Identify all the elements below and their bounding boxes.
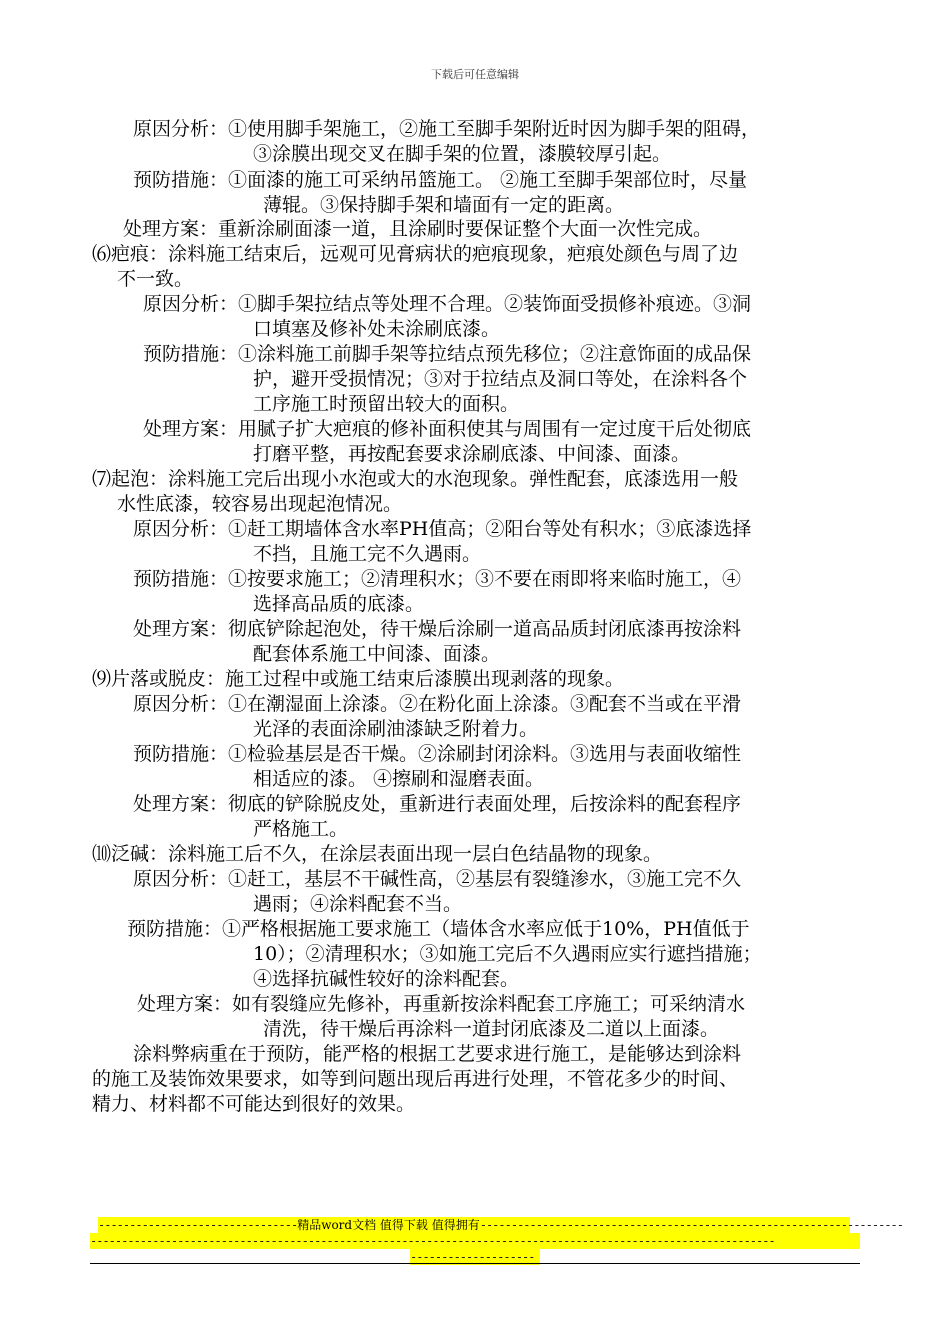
footer-banner-line2: -------------------------------------------------------------------------------------------------------------- [90, 1233, 860, 1249]
text-line: 遇雨；④涂料配套不当。 [253, 893, 463, 915]
text-line: 口填塞及修补处未涂刷底漆。 [253, 318, 501, 340]
text-line: 不挡，且施工完不久遇雨。 [253, 543, 482, 565]
text-line: 相适应的漆。 ④擦刷和湿磨表面。 [253, 768, 545, 790]
footer-dashes-right: -------------------------------------------------------------------- [479, 1218, 904, 1232]
text-line: 处理方案：重新涂刷面漆一道，且涂刷时要保证整个大面一次性完成。 [123, 218, 713, 240]
text-line: 原因分析：①赶工，基层不干碱性高，②基层有裂缝渗水，③施工完不久 [133, 868, 742, 890]
text-line: ⑺起泡：涂料施工完后出现小水泡或大的水泡现象。弹性配套，底漆选用一般 [92, 468, 739, 490]
text-line: 预防措施：①检验基层是否干燥。②涂刷封闭涂料。③选用与表面收缩性 [133, 743, 742, 765]
text-line: 处理方案：彻底的铲除脱皮处，重新进行表面处理，后按涂料的配套程序 [133, 793, 742, 815]
text-line: 水性底漆，较容易出现起泡情况。 [117, 493, 403, 515]
text-line: 原因分析：①赶工期墙体含水率PH值高；②阳台等处有积水；③底漆选择 [133, 518, 752, 540]
text-line: 原因分析：①使用脚手架施工，②施工至脚手架附近时因为脚手架的阻碍， [133, 118, 761, 140]
text-line: ③涂膜出现交叉在脚手架的位置，漆膜较厚引起。 [253, 143, 672, 165]
text-line: 涂料弊病重在于预防，能严格的根据工艺要求进行施工，是能够达到涂料 [133, 1043, 742, 1065]
text-line: 打磨平整，再按配套要求涂刷底漆、中间漆、面漆。 [253, 443, 691, 465]
text-line: 预防措施：①涂料施工前脚手架等拉结点预先移位；②注意饰面的成品保 [143, 343, 752, 365]
page-header: 下载后可任意编辑 [431, 68, 519, 81]
text-line: ⑼片落或脱皮：施工过程中或施工结束后漆膜出现剥落的现象。 [92, 668, 625, 690]
text-line: 处理方案：用腻子扩大疤痕的修补面积使其与周围有一定过度干后处彻底 [143, 418, 752, 440]
text-line: 薄辊。③保持脚手架和墙面有一定的距离。 [263, 194, 625, 216]
text-line: 不一致。 [117, 268, 194, 290]
text-line: 工序施工时预留出较大的面积。 [253, 393, 520, 415]
text-line: 严格施工。 [253, 818, 349, 840]
text-line: 预防措施：①严格根据施工要求施工（墙体含水率应低于10%，PH值低于 [127, 918, 750, 940]
text-line: 处理方案：彻底铲除起泡处，待干燥后涂刷一道高品质封闭底漆再按涂料 [133, 618, 742, 640]
text-line: 预防措施：①面漆的施工可采纳吊篮施工。 ②施工至脚手架部位时，尽量 [133, 169, 748, 191]
text-line: ⑽泛碱：涂料施工后不久，在涂层表面出现一层白色结晶物的现象。 [92, 843, 663, 865]
text-line: 精力、材料都不可能达到很好的效果。 [92, 1093, 416, 1115]
text-line: 清洗，待干燥后再涂料一道封闭底漆及二道以上面漆。 [263, 1018, 720, 1040]
footer-rule [90, 1263, 860, 1264]
text-line: 预防措施：①按要求施工；②清理积水；③不要在雨即将来临时施工，④ [133, 568, 742, 590]
text-line: 原因分析：①脚手架拉结点等处理不合理。②装饰面受损修补痕迹。③洞 [143, 293, 752, 315]
footer-banner-line3: -------------------- [410, 1249, 540, 1265]
text-line: 原因分析：①在潮湿面上涂漆。②在粉化面上涂漆。③配套不当或在平滑 [133, 693, 742, 715]
text-line: ⑹疤痕：涂料施工结束后，远观可见膏病状的疤痕现象，疤痕处颜色与周了边 [92, 243, 739, 265]
text-line: 光泽的表面涂刷油漆缺乏附着力。 [253, 718, 539, 740]
footer-dashes-left: -------------------------------- [98, 1218, 298, 1232]
text-line: ④选择抗碱性较好的涂料配套。 [253, 968, 520, 990]
text-line: 10）；②清理积水；③如施工完后不久遇雨应实行遮挡措施； [253, 943, 762, 965]
text-line: 配套体系施工中间漆、面漆。 [253, 643, 501, 665]
text-line: 的施工及装饰效果要求，如等到问题出现后再进行处理，不管花多少的时间、 [92, 1068, 739, 1090]
text-line: 选择高品质的底漆。 [253, 593, 425, 615]
footer-text: 精品word文档 值得下载 值得拥有 [297, 1218, 480, 1232]
text-line: 护，避开受损情况；③对于拉结点及洞口等处，在涂料各个 [253, 368, 748, 390]
footer-banner [98, 1217, 904, 1233]
text-line: 处理方案：如有裂缝应先修补，再重新按涂料配套工序施工；可采纳清水 [137, 993, 746, 1015]
